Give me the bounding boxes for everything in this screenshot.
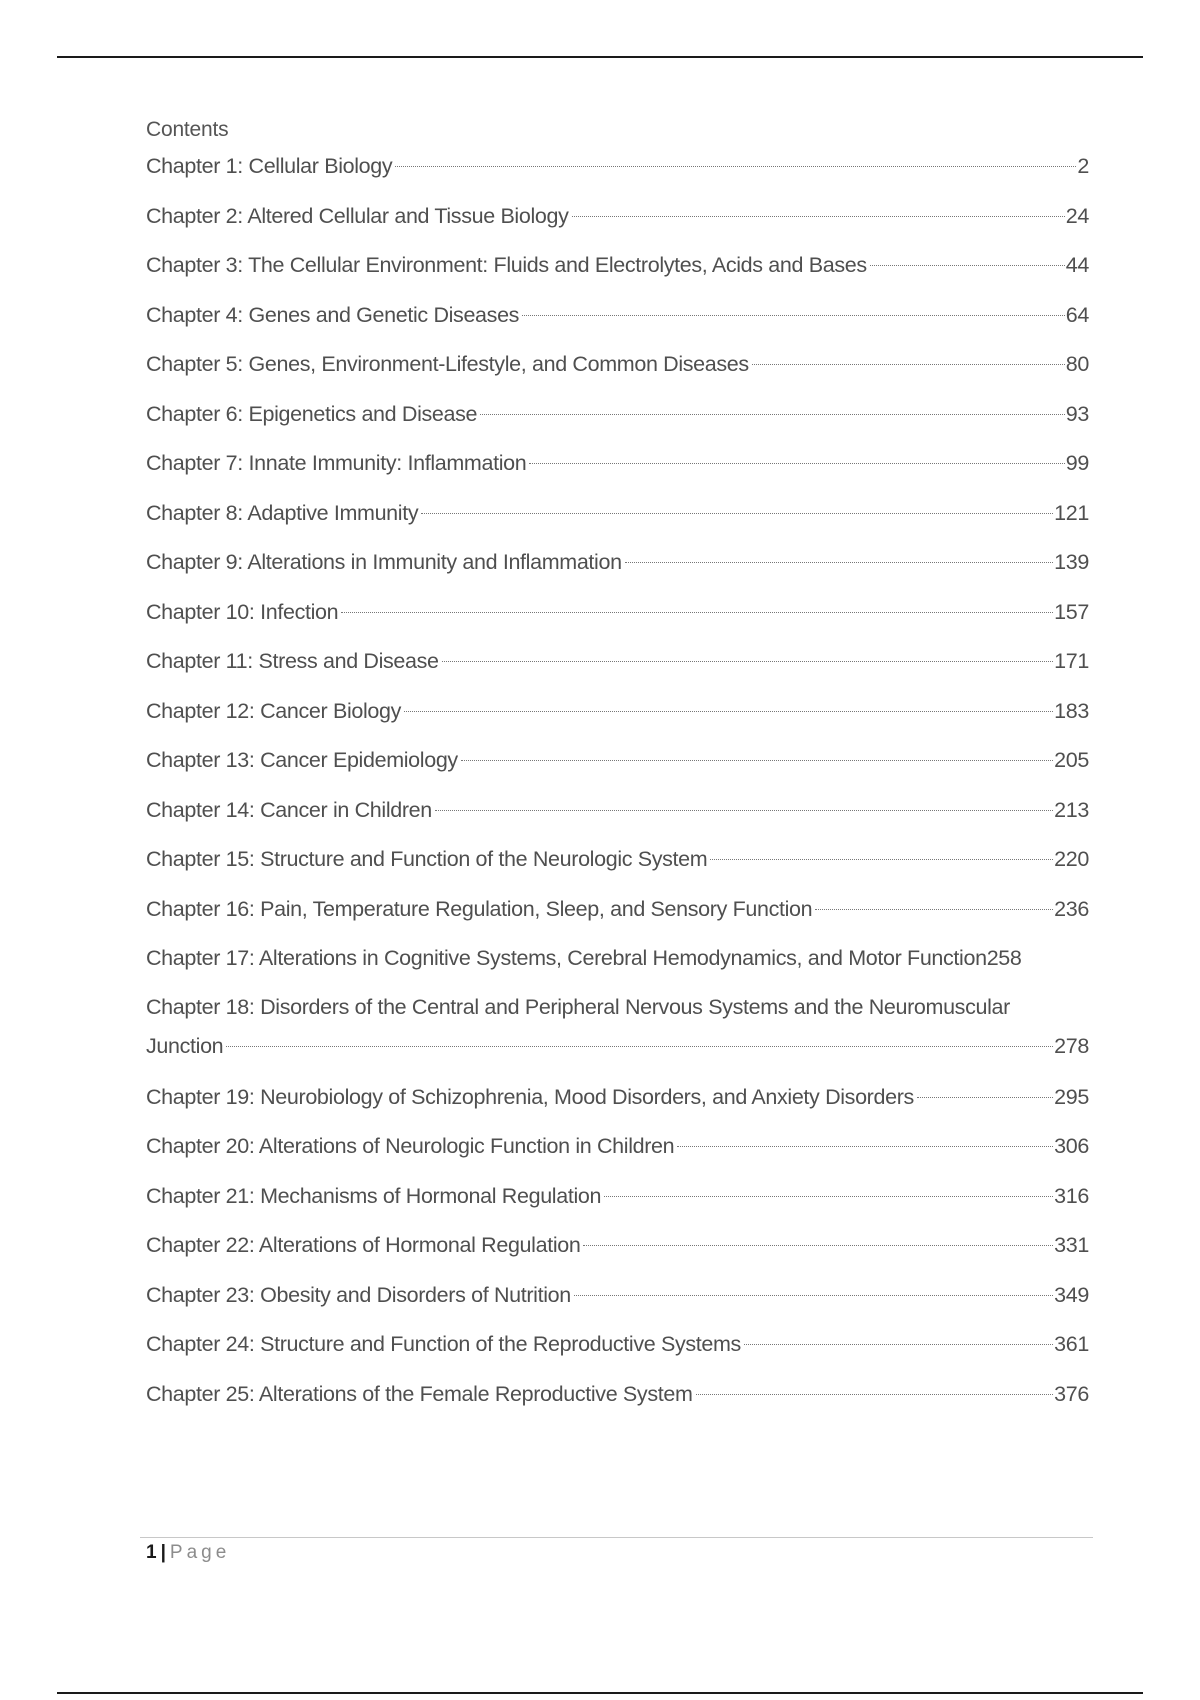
dot-leader <box>677 1146 1053 1147</box>
dot-leader <box>461 760 1053 761</box>
toc-entry-10[interactable] <box>146 592 1089 642</box>
toc-entry-3[interactable] <box>146 245 1089 295</box>
toc-entry-11[interactable] <box>146 641 1089 691</box>
toc-entry-12[interactable] <box>146 691 1089 741</box>
toc-entry-label-continued: Junction <box>146 1033 224 1058</box>
toc-entry-page: 121 <box>1054 500 1089 525</box>
toc-entry-21[interactable] <box>146 1176 1089 1226</box>
toc-entry-label: Chapter 23: Obesity and Disorders of Nutrition <box>146 1282 571 1307</box>
toc-entry-16[interactable] <box>146 889 1089 939</box>
dot-leader <box>744 1344 1053 1345</box>
contents-heading: Contents <box>146 118 229 141</box>
dot-leader <box>421 513 1053 514</box>
footer-page-number: 1 <box>146 1542 157 1563</box>
toc-entry-label: Chapter 5: Genes, Environment-Lifestyle, and Common Diseases <box>146 352 749 376</box>
dot-leader <box>815 909 1053 910</box>
footer-rule <box>140 1537 1093 1538</box>
toc-entry-9[interactable] <box>146 542 1089 592</box>
bottom-rule <box>57 1692 1143 1694</box>
toc-entry-page: 316 <box>1054 1183 1089 1208</box>
header-rule <box>57 56 1143 58</box>
toc-entry-22[interactable] <box>146 1225 1089 1275</box>
dot-leader <box>917 1097 1053 1098</box>
toc-entry-2[interactable] <box>146 196 1089 246</box>
toc-entry-label: Chapter 12: Cancer Biology <box>146 698 402 723</box>
dot-leader <box>341 612 1053 613</box>
dot-leader <box>442 661 1054 662</box>
dot-leader <box>522 315 1065 316</box>
dot-leader <box>529 463 1064 464</box>
toc-entry-23[interactable] <box>146 1275 1089 1325</box>
dot-leader <box>480 414 1065 415</box>
page-footer <box>146 1540 230 1566</box>
toc-entry-label: Chapter 14: Cancer in Children <box>146 797 432 822</box>
toc-entry-label: Chapter 18: Disorders of the Central and Peripheral Nervous Systems and the Neuromuscular <box>146 994 1010 1019</box>
toc-entry-14[interactable] <box>146 790 1089 840</box>
toc-entry-page: 157 <box>1054 599 1089 624</box>
toc-entry-label: Chapter 25: Alterations of the Female Reproductive System <box>146 1381 693 1406</box>
toc-entry-page: 306 <box>1054 1134 1089 1158</box>
toc-entry-page: 236 <box>1054 896 1089 921</box>
toc-entry-13[interactable] <box>146 740 1089 790</box>
toc-entry-label: Chapter 10: Infection <box>146 599 339 624</box>
toc-entry-page: 64 <box>1065 302 1089 327</box>
dot-leader <box>583 1245 1053 1246</box>
dot-leader <box>435 810 1053 811</box>
toc-entry-page: 220 <box>1054 847 1089 871</box>
toc-entry-label: Chapter 2: Altered Cellular and Tissue Biology <box>146 203 569 228</box>
toc-entry-1[interactable] <box>146 146 1089 196</box>
toc-entry-label: Chapter 6: Epigenetics and Disease <box>146 401 478 426</box>
dot-leader <box>870 265 1065 266</box>
toc-entry-page: 205 <box>1054 748 1089 772</box>
toc-entry-18[interactable] <box>146 988 1089 1077</box>
toc-entry-page: 171 <box>1054 649 1089 673</box>
toc-entry-label: Chapter 9: Alterations in Immunity and Inflammation <box>146 550 622 574</box>
toc-entry-label: Chapter 21: Mechanisms of Hormonal Regulation <box>146 1183 602 1208</box>
toc-entry-page: 213 <box>1054 797 1089 822</box>
toc-entry-label: Chapter 8: Adaptive Immunity <box>146 500 419 525</box>
toc-entry-label: Chapter 11: Stress and Disease <box>146 649 439 673</box>
toc-entry-label: Chapter 16: Pain, Temperature Regulation, Sleep, and Sensory Function <box>146 896 813 921</box>
toc-entry-17[interactable] <box>146 938 1089 988</box>
dot-leader <box>404 711 1053 712</box>
table-of-contents <box>146 116 1089 1423</box>
toc-entry-page: 44 <box>1065 253 1089 277</box>
toc-entry-6[interactable] <box>146 394 1089 444</box>
dot-leader <box>696 1394 1054 1395</box>
toc-entry-25[interactable] <box>146 1374 1089 1424</box>
toc-entry-page: 295 <box>1054 1084 1089 1109</box>
toc-entry-page: 376 <box>1054 1381 1089 1406</box>
toc-entry-label: Chapter 13: Cancer Epidemiology <box>146 748 458 772</box>
toc-entry-label: Chapter 20: Alterations of Neurologic Function in Children <box>146 1134 675 1158</box>
dot-leader <box>710 859 1053 860</box>
toc-entry-8[interactable] <box>146 493 1089 543</box>
toc-entry-15[interactable] <box>146 839 1089 889</box>
toc-entry-label: Chapter 24: Structure and Function of the Reproductive Systems <box>146 1332 741 1356</box>
toc-entry-page: 24 <box>1065 203 1089 228</box>
dot-leader <box>625 562 1053 563</box>
toc-entry-24[interactable] <box>146 1324 1089 1374</box>
toc-entry-page: 361 <box>1054 1332 1089 1356</box>
toc-entry-page: 331 <box>1054 1233 1089 1257</box>
toc-entry-5[interactable] <box>146 344 1089 394</box>
dot-leader <box>604 1196 1053 1197</box>
toc-entry-page: 278 <box>1054 1033 1089 1058</box>
toc-entry-page: 349 <box>1054 1282 1089 1307</box>
toc-entry-label: Chapter 15: Structure and Function of the Neurologic System <box>146 847 708 871</box>
toc-entry-7[interactable] <box>146 443 1089 493</box>
footer-page-word: Page <box>169 1542 231 1563</box>
toc-entry-label: Chapter 17: Alterations in Cognitive Systems, Cerebral Hemodynamics, and Motor Function <box>146 946 987 970</box>
dot-leader <box>395 166 1076 167</box>
toc-entry-continuation <box>146 1026 1089 1077</box>
toc-entry-19[interactable] <box>146 1077 1089 1127</box>
toc-entry-label: Chapter 3: The Cellular Environment: Fluids and Electrolytes, Acids and Bases <box>146 253 867 277</box>
toc-entry-page: 258 <box>986 946 1022 970</box>
toc-entry-page: 183 <box>1054 698 1089 723</box>
toc-entry-4[interactable] <box>146 295 1089 345</box>
toc-entry-label: Chapter 7: Innate Immunity: Inflammation <box>146 451 527 475</box>
dot-leader <box>572 216 1065 217</box>
toc-entry-page: 99 <box>1065 451 1089 475</box>
toc-entry-page: 80 <box>1065 352 1089 376</box>
dot-leader <box>226 1046 1053 1047</box>
toc-entry-label: Chapter 19: Neurobiology of Schizophrenia, Mood Disorders, and Anxiety Disorders <box>146 1084 914 1109</box>
dot-leader <box>574 1295 1053 1296</box>
footer-separator: | <box>160 1542 166 1563</box>
toc-entry-label: Chapter 22: Alterations of Hormonal Regulation <box>146 1233 581 1257</box>
toc-entry-page: 93 <box>1065 401 1089 426</box>
toc-entry-page: 139 <box>1054 550 1089 574</box>
toc-entry-20[interactable] <box>146 1126 1089 1176</box>
toc-entry-label: Chapter 1: Cellular Biology <box>146 154 393 178</box>
toc-entry-page: 2 <box>1077 154 1089 178</box>
toc-entry-label: Chapter 4: Genes and Genetic Diseases <box>146 302 520 327</box>
dot-leader <box>752 364 1065 365</box>
